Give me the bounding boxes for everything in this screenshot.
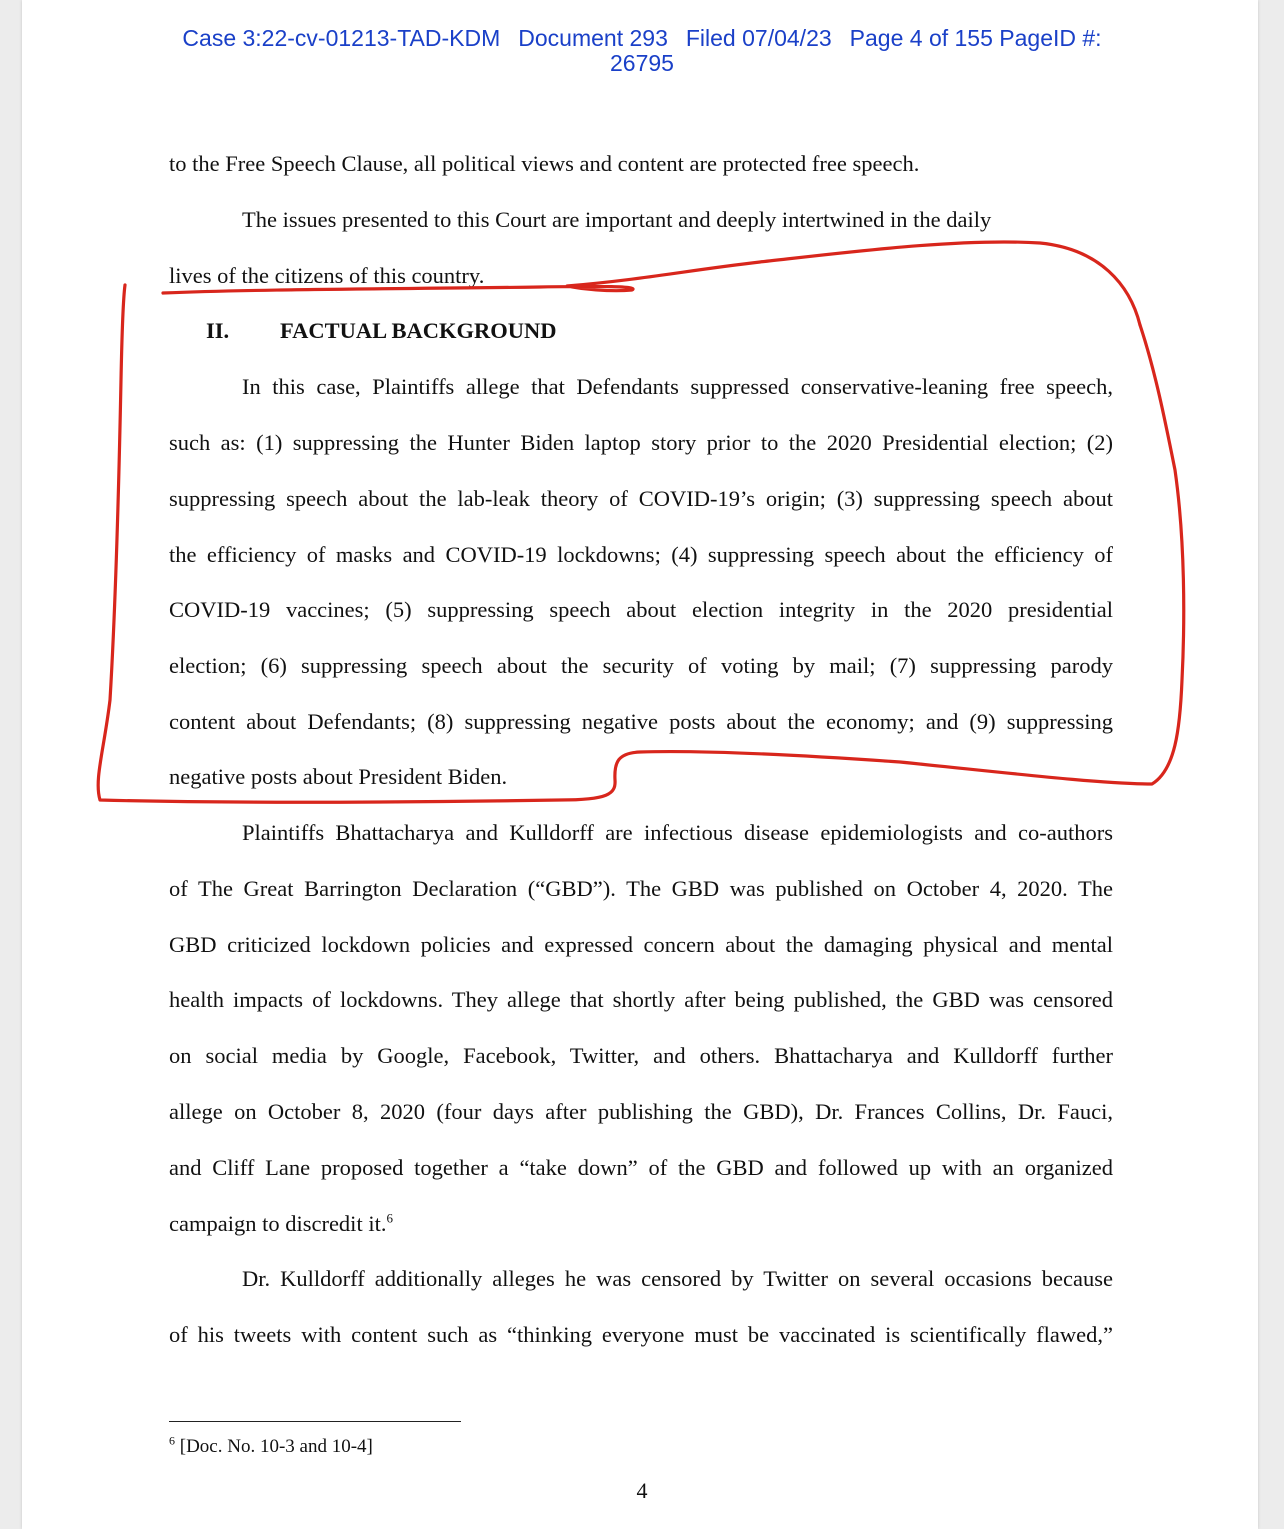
- body-line: content about Defendants; (8) suppressing negative posts about the economy; and (9) suppressing: [169, 709, 1113, 734]
- section-numeral: II.: [206, 318, 230, 343]
- body-line: on social media by Google, Facebook, Twitter, and others. Bhattacharya and Kulldorff further: [169, 1043, 1113, 1068]
- body-line: Dr. Kulldorff additionally alleges he was censored by Twitter on several occasions because: [242, 1266, 1113, 1291]
- body-line: health impacts of lockdowns. They allege that shortly after being published, the GBD was censored: [169, 987, 1113, 1012]
- body-line: Plaintiffs Bhattacharya and Kulldorff are infectious disease epidemiologists and co-authors: [242, 820, 1113, 845]
- body-line: negative posts about President Biden.: [169, 764, 508, 789]
- page-number: 4: [636, 1478, 648, 1503]
- body-line: election; (6) suppressing speech about the security of voting by mail; (7) suppressing parody: [169, 653, 1113, 678]
- body-line: of The Great Barrington Declaration (“GBD”). The GBD was published on October 4, 2020. The: [169, 876, 1113, 901]
- body-line: lives of the citizens of this country.: [169, 263, 485, 288]
- case-number: Case 3:22-cv-01213-TAD-KDM: [182, 25, 501, 51]
- body-line: to the Free Speech Clause, all political views and content are protected free speech.: [169, 151, 920, 176]
- body-line: the efficiency of masks and COVID-19 lockdowns; (4) suppressing speech about the efficiency of: [169, 542, 1113, 567]
- footnote-divider: [169, 1421, 461, 1422]
- footnote: [169, 1433, 373, 1458]
- document-number: Document 293: [518, 25, 668, 51]
- body-line: GBD criticized lockdown policies and expressed concern about the damaging physical and mental: [169, 932, 1113, 957]
- body-line: of his tweets with content such as “thinking everyone must be vaccinated is scientifically flawed,”: [169, 1322, 1113, 1347]
- body-line-text: campaign to discredit it.: [169, 1211, 387, 1236]
- body-line: The issues presented to this Court are important and deeply intertwined in the daily: [242, 207, 992, 232]
- body-line: and Cliff Lane proposed together a “take down” of the GBD and followed up with an organized: [169, 1155, 1113, 1180]
- filed-date: Filed 07/04/23: [685, 25, 832, 51]
- body-line: suppressing speech about the lab-leak theory of COVID-19’s origin; (3) suppressing speech about: [169, 486, 1113, 511]
- case-header: [0, 26, 1284, 76]
- section-title: FACTUAL BACKGROUND: [280, 318, 557, 343]
- footnote-text: [Doc. No. 10-3 and 10-4]: [179, 1436, 373, 1457]
- body-line-with-footnote: [169, 1210, 1113, 1238]
- body-line: COVID-19 vaccines; (5) suppressing speech about election integrity in the 2020 presidential: [169, 597, 1113, 622]
- body-line: allege on October 8, 2020 (four days after publishing the GBD), Dr. Frances Collins, Dr. Fauci,: [169, 1099, 1113, 1124]
- footnote-marker: 6: [169, 1433, 175, 1448]
- body-line: In this case, Plaintiffs allege that Defendants suppressed conservative-leaning free speech,: [242, 374, 1113, 399]
- page-id: 26795: [610, 50, 674, 76]
- footnote-reference[interactable]: 6: [386, 1210, 393, 1226]
- page-of: Page 4 of 155 PageID #:: [849, 25, 1102, 51]
- body-line: such as: (1) suppressing the Hunter Biden laptop story prior to the 2020 Presidential election; (2): [169, 430, 1113, 455]
